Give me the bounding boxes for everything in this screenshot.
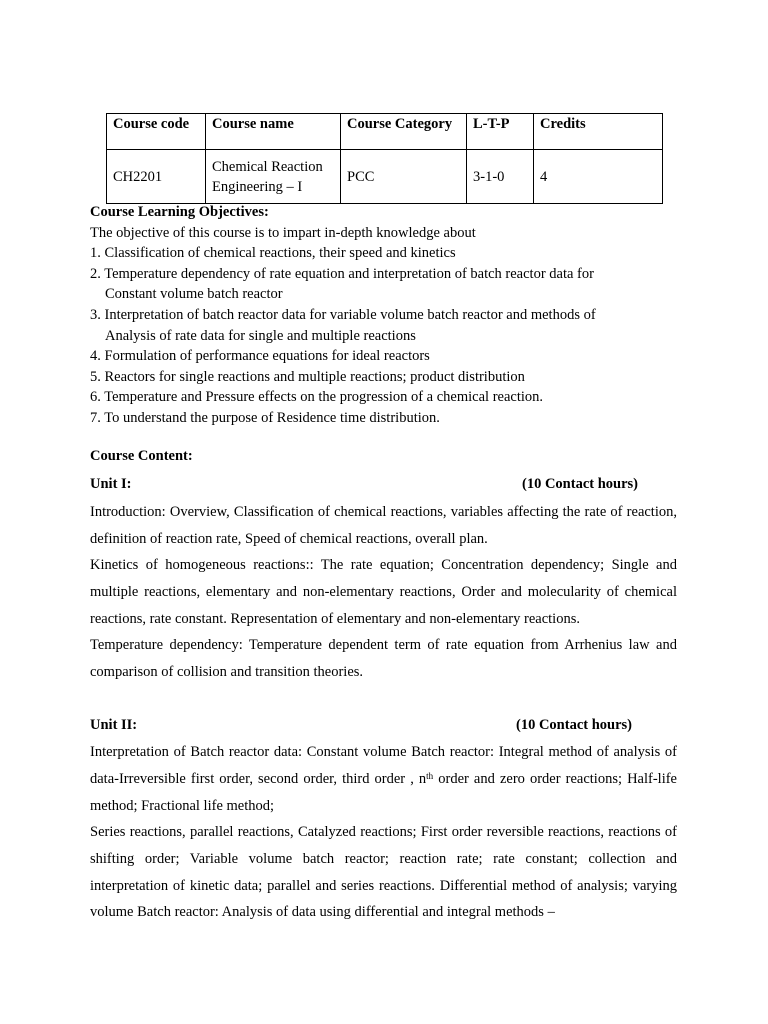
objective-item: 3. Interpretation of batch reactor data for variable volume batch reactor and methods of Analysis of rate data for single and multiple reactions [90, 306, 596, 344]
table-row [107, 150, 663, 204]
unit1-paragraph-kinetics: Kinetics of homogeneous reactions:: The rate equation; Concentration dependency; Single and multiple reactions, elementary and non-elementary reactions, Order and molecularity of chemical reactions, rate constant. Representation of elementary and non-elementary reactions. [90, 557, 677, 627]
objective-item: 4. Formulation of performance equations for ideal reactors [90, 348, 430, 365]
header-credits: Credits [534, 114, 663, 150]
unit2-hours: (10 Contact hours) [516, 717, 632, 733]
unit2-header [90, 717, 632, 734]
unit1-hours: (10 Contact hours) [522, 476, 638, 492]
course-info-table [106, 113, 663, 204]
cell-credits: 4 [534, 150, 663, 204]
unit2-title: Unit II: [90, 717, 138, 733]
header-ltp: L-T-P [467, 114, 534, 150]
cell-course-code: CH2201 [107, 150, 206, 204]
unit2-paragraph-series: Series reactions, parallel reactions, Catalyzed reactions; First order reversible reactions, reactions of shifting order; Variable volume batch reactor; reaction rate; rate constant; collection and interpretation of kinetic data; parallel and series reactions. Differential method of analysis; varying volume Batch reactor: Analysis of data using differential and integral methods – [90, 824, 677, 921]
unit1-paragraph-temperature: Temperature dependency: Temperature dependent term of rate equation from Arrhenius law and comparison of collision and transition theories. [90, 637, 677, 680]
objectives-intro: The objective of this course is to impart in-depth knowledge about [90, 224, 476, 241]
header-course-category: Course Category [341, 114, 467, 150]
table-header-row [107, 114, 663, 150]
objective-item: 2. Temperature dependency of rate equation and interpretation of batch reactor data for Constant volume batch reactor [90, 265, 594, 303]
unit2-paragraph-batch [90, 739, 677, 819]
header-course-name: Course name [206, 114, 341, 150]
unit2-p1-text-b: order and zero order reactions; Half-life method; Fractional life method; [90, 770, 677, 814]
unit1-header [90, 476, 638, 493]
objective-item: 7. To understand the purpose of Residence time distribution. [90, 409, 440, 426]
objective-item: 1. Classification of chemical reactions, their speed and kinetics [90, 245, 456, 262]
cell-course-name [206, 150, 341, 204]
superscript-th: th [426, 770, 434, 781]
objectives-heading: Course Learning Objectives: [90, 204, 269, 220]
objective-item: 5. Reactors for single reactions and multiple reactions; product distribution [90, 368, 525, 385]
objective-item: 6. Temperature and Pressure effects on the progression of a chemical reaction. [90, 389, 544, 406]
unit1-title: Unit I: [90, 476, 132, 492]
cell-ltp: 3-1-0 [467, 150, 534, 204]
cell-course-category: PCC [341, 150, 467, 204]
learning-objectives [90, 202, 690, 429]
header-course-code: Course code [107, 114, 206, 150]
course-content-heading: Course Content: [90, 448, 193, 464]
unit1-paragraph-intro: Introduction: Overview, Classification of chemical reactions, variables affecting the rate of reaction, definition of reaction rate, Speed of chemical reactions, overall plan. [90, 504, 677, 547]
course-name-line2: Engineering – I [212, 178, 303, 195]
unit2-p1-text-a: Interpretation of Batch reactor data: Constant volume Batch reactor: Integral method of analysis of data-Irreversible first order, second order, third order , n [90, 744, 677, 787]
course-name-line1: Chemical Reaction [212, 158, 323, 175]
